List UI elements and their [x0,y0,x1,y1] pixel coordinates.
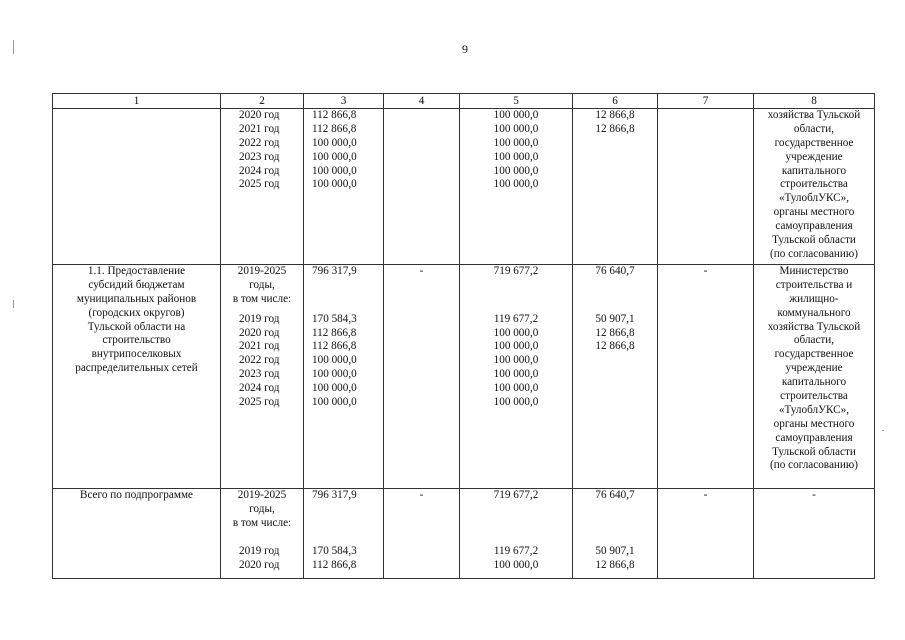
amount-total: 719 677,2 [493,265,539,277]
amount-value: 100 000,0 [312,382,357,395]
amount-value: 112 866,8 [312,109,357,121]
amount-value: 100 000,0 [493,326,539,339]
amount-value: 100 000,0 [493,150,539,163]
cell-total-amount [304,109,384,265]
spacer [312,517,383,531]
responsible-line: органы местного [773,417,855,430]
amount-value: 100 000,0 [493,109,539,121]
cell-regional-amount [460,265,573,489]
cell-other-amount [658,265,754,489]
responsible-line: коммунального [777,306,851,319]
spacer [460,293,572,307]
amount-value: 170 584,3 [312,544,357,557]
header-col-7: 7 [658,94,754,109]
cell-local-amount [573,265,658,489]
event-name-line: (городских округов) [88,306,185,319]
amount-value: 119 677,2 [493,312,539,325]
responsible-line: строительства и [775,278,853,291]
responsible-line: хозяйства Тульской [767,109,861,121]
year-label: 2020 год [239,326,280,339]
year-label: 2021 год [239,340,280,353]
amount-value: 12 866,8 [595,340,635,353]
cell-federal-amount [384,265,460,489]
spacer [573,293,657,307]
responsible-line: области, [793,334,835,347]
table-row-continuation [53,109,875,265]
cell-other-amount [658,109,754,265]
amount-value: 100 000,0 [312,368,357,381]
responsible-line: самоуправления [775,220,853,233]
year-label: 2025 год [239,178,280,191]
table-header-row [53,94,875,109]
spacer [573,517,657,531]
responsible-line: капитального [781,376,847,389]
amount-value: 112 866,8 [312,326,357,339]
amount-value: 100 000,0 [312,164,357,177]
spacer [460,517,572,531]
cell-event-name [53,265,221,489]
period-label: годы, [249,502,275,515]
dash-value: - [703,489,708,501]
amount-value: 100 000,0 [493,368,539,381]
year-label: 2023 год [239,368,280,381]
year-label: 2019 год [239,312,280,325]
amount-value: 100 000,0 [493,354,539,367]
total-label: Всего по подпрограмме [79,489,193,501]
dash-value: - [703,265,708,277]
responsible-line: учреждение [785,362,843,375]
responsible-line: капитального [781,164,847,177]
responsible-line: органы местного [773,206,855,219]
cell-total-amount [304,489,384,579]
period-label: в том числе: [232,292,292,305]
responsible-line: строительства [780,390,848,403]
amount-value: 100 000,0 [312,354,357,367]
amount-value: 170 584,3 [312,312,357,325]
header-col-6: 6 [573,94,658,109]
amount-value: 100 000,0 [493,164,539,177]
cell-event-name [53,109,221,265]
scan-mark-right [882,430,884,431]
amount-value: 12 866,8 [595,109,635,121]
year-label: 2024 год [239,382,280,395]
event-name-line: субсидий бюджетам [88,278,185,291]
responsible-line: хозяйства Тульской [767,320,861,333]
cell-responsible [754,109,875,265]
scan-mark-left [13,40,14,54]
cell-event-name [53,489,221,579]
spacer [221,531,303,545]
year-label: 2021 год [239,122,280,135]
header-col-3: 3 [304,94,384,109]
responsible-line: «ТулоблУКС», [778,192,850,205]
scan-mark-left-2 [13,300,14,308]
amount-value: 100 000,0 [312,150,357,163]
amount-value: 100 000,0 [493,396,539,409]
cell-local-amount [573,489,658,579]
header-col-8: 8 [754,94,875,109]
cell-regional-amount [460,109,573,265]
responsible-line: (по согласованию) [770,247,858,260]
year-label: 2024 год [239,164,280,177]
amount-value: 100 000,0 [312,178,357,191]
year-label: 2022 год [239,136,280,149]
event-name-line: Тульской области на [87,320,186,333]
amount-value: 12 866,8 [595,558,635,571]
spacer [312,293,383,307]
year-label: 2020 год [239,109,280,121]
cell-responsible [754,265,875,489]
dash-value: - [812,489,816,501]
spacer [460,531,572,545]
spacer [573,503,657,517]
spacer [573,531,657,545]
spacer [312,503,383,517]
spacer [460,279,572,293]
amount-value: 100 000,0 [493,122,539,135]
cell-years [221,489,304,579]
responsible-line: Министерство [779,265,849,277]
year-label: 2022 год [239,354,280,367]
year-label: 2025 год [239,396,280,409]
amount-total: 76 640,7 [595,265,635,277]
header-col-5: 5 [460,94,573,109]
amount-value: 112 866,8 [312,122,357,135]
responsible-line: Тульской области [772,234,856,247]
amount-value: 100 000,0 [493,382,539,395]
spacer [312,279,383,293]
responsible-line: государственное [774,348,854,361]
period-label: 2019-2025 [237,489,287,501]
period-label: годы, [249,278,275,291]
table-row-event-1-1 [53,265,875,489]
amount-value: 50 907,1 [595,312,635,325]
year-label: 2020 год [239,558,280,571]
responsible-line: области, [793,122,835,135]
spacer [312,531,383,545]
amount-value: 112 866,8 [312,340,357,353]
amount-value: 100 000,0 [493,558,539,571]
amount-total: 796 317,9 [312,265,357,277]
header-col-2: 2 [221,94,304,109]
period-label: 2019-2025 [237,265,287,277]
responsible-line: самоуправления [775,431,853,444]
amount-value: 100 000,0 [312,136,357,149]
amount-total: 76 640,7 [595,489,635,501]
cell-total-amount [304,265,384,489]
amount-value: 100 000,0 [493,340,539,353]
responsible-line: жилищно- [789,292,839,305]
cell-regional-amount [460,489,573,579]
event-name-line: муниципальных районов [76,292,197,305]
amount-value: 100 000,0 [493,136,539,149]
table-row-subprogram-total [53,489,875,579]
amount-value: 100 000,0 [493,178,539,191]
responsible-line: учреждение [785,150,843,163]
cell-years [221,265,304,489]
cell-federal-amount [384,489,460,579]
year-label: 2019 год [239,544,280,557]
amount-value: 50 907,1 [595,544,635,557]
cell-responsible [754,489,875,579]
amount-value: 12 866,8 [595,122,635,135]
responsible-line: «ТулоблУКС», [778,403,850,416]
amount-total: 796 317,9 [312,489,357,501]
page-number: 9 [462,42,468,56]
amount-value: 119 677,2 [493,544,539,557]
event-name-line: распределительных сетей [75,362,198,375]
amount-total: 719 677,2 [493,489,539,501]
period-label: в том числе: [232,516,292,529]
spacer [460,503,572,517]
header-col-1: 1 [53,94,221,109]
event-name-line: внутрипоселковых [91,348,182,361]
dash-value: - [419,489,424,501]
responsible-line: Тульской области [772,445,856,458]
amount-value: 100 000,0 [312,396,357,409]
cell-other-amount [658,489,754,579]
event-name-line: строительство [102,334,171,347]
responsible-line: (по согласованию) [770,459,858,472]
dash-value: - [419,265,424,277]
program-table [52,93,875,579]
cell-federal-amount [384,109,460,265]
spacer [573,279,657,293]
amount-value: 112 866,8 [312,558,357,571]
year-label: 2023 год [239,150,280,163]
responsible-line: государственное [774,136,854,149]
program-table-wrapper [52,93,875,579]
cell-years [221,109,304,265]
cell-local-amount [573,109,658,265]
header-col-4: 4 [384,94,460,109]
event-name-line: 1.1. Предоставление [87,265,186,277]
amount-value: 12 866,8 [595,326,635,339]
responsible-line: строительства [780,178,848,191]
